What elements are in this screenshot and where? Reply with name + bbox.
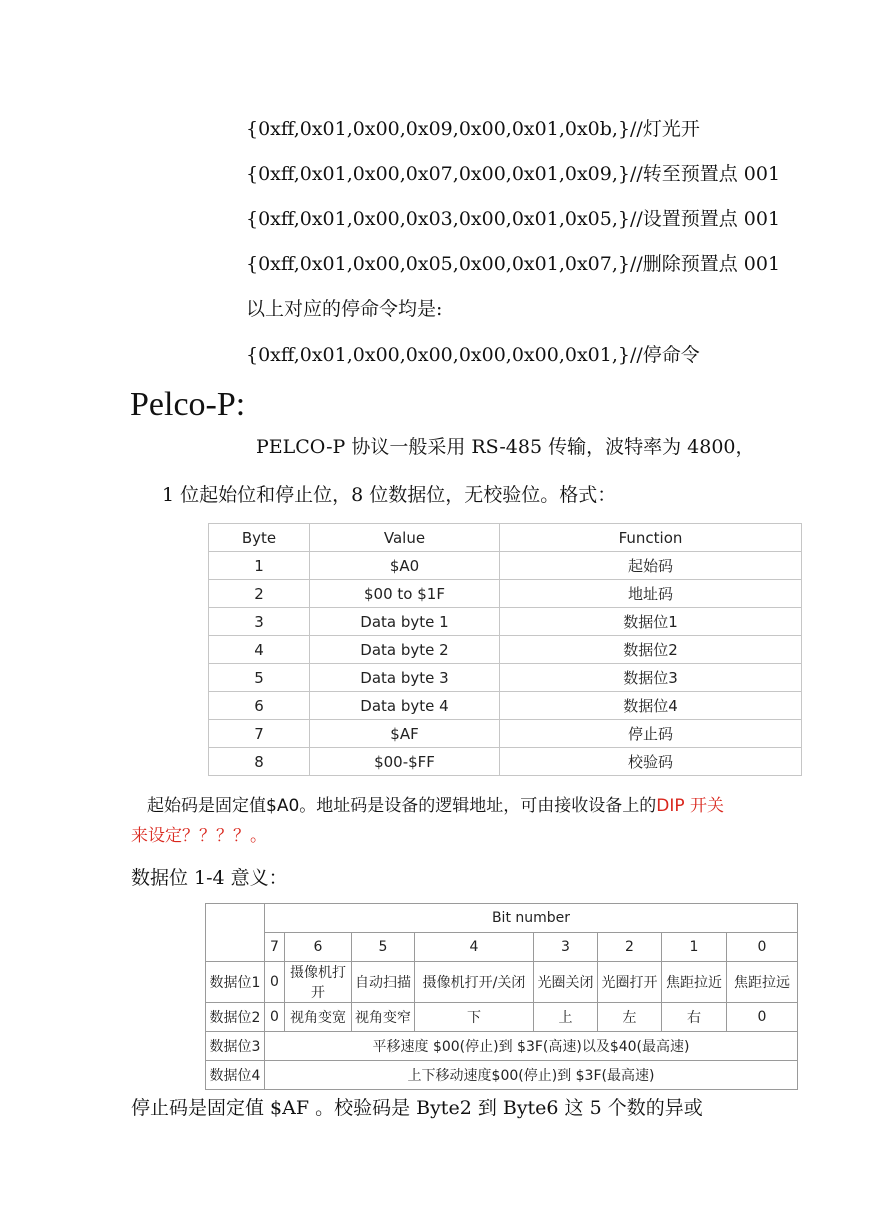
row-label: 数据位2 [206, 1003, 265, 1032]
function-cell: 起始码 [500, 552, 802, 580]
bit-cell: 摄像机打开/关闭 [415, 962, 534, 1003]
header-byte: Byte [209, 524, 310, 552]
byte-cell: 2 [209, 580, 310, 608]
intro-paragraph-line-2: 1 位起始位和停止位，8 位数据位，无校验位。格式： [162, 484, 617, 506]
dip-switch-text: DIP 开关 [656, 796, 725, 816]
stop-command-intro: 以上对应的停命令均是: [246, 298, 443, 320]
value-cell: Data byte 2 [310, 636, 500, 664]
function-cell: 校验码 [500, 748, 802, 776]
bit-header: 1 [662, 933, 727, 962]
bit-header: 3 [534, 933, 598, 962]
bit-cell: 0 [265, 1003, 285, 1032]
table-row [209, 608, 802, 636]
code-line-set-preset: {0xff,0x01,0x00,0x03,0x00,0x01,0x05,}//设置预置点 001 [246, 208, 781, 230]
function-cell: 数据位3 [500, 664, 802, 692]
bit-cell: 光圈打开 [598, 962, 662, 1003]
bit-cell: 视角变宽 [285, 1003, 352, 1032]
code-line-goto-preset: {0xff,0x01,0x00,0x07,0x00,0x01,0x09,}//转至预置点 001 [246, 163, 781, 185]
function-cell: 数据位4 [500, 692, 802, 720]
table-row [209, 636, 802, 664]
start-code-note-line-2: 来设定？？？？。 [131, 826, 267, 846]
table-row [206, 1032, 798, 1061]
table-header-row [209, 524, 802, 552]
bit-cell: 焦距拉远 [727, 962, 798, 1003]
byte-cell: 4 [209, 636, 310, 664]
start-code-note-text: 起始码是固定值$A0。地址码是设备的逻辑地址，可由接收设备上的 [147, 796, 657, 816]
value-cell: $AF [310, 720, 500, 748]
function-cell: 停止码 [500, 720, 802, 748]
value-cell: $00-$FF [310, 748, 500, 776]
header-function: Function [500, 524, 802, 552]
bit-cell: 上 [534, 1003, 598, 1032]
function-cell: 数据位1 [500, 608, 802, 636]
start-code-note-line-1 [147, 794, 724, 818]
corner-cell [206, 933, 265, 962]
header-value: Value [310, 524, 500, 552]
table-row [206, 1003, 798, 1032]
value-cell: Data byte 3 [310, 664, 500, 692]
byte-cell: 7 [209, 720, 310, 748]
bit-cell: 0 [265, 962, 285, 1003]
bit-number-title: Bit number [265, 904, 798, 933]
pan-speed-cell: 平移速度 $00(停止)到 $3F(高速)以及$40(最高速) [265, 1032, 798, 1061]
table-row [209, 664, 802, 692]
data-bits-section-label: 数据位 1-4 意义： [131, 867, 288, 889]
bit-cell: 光圈关闭 [534, 962, 598, 1003]
byte-cell: 6 [209, 692, 310, 720]
stop-code-note: 停止码是固定值 $AF 。校验码是 Byte2 到 Byte6 这 5 个数的异或 [131, 1097, 703, 1119]
bit-cell: 右 [662, 1003, 727, 1032]
value-cell: $00 to $1F [310, 580, 500, 608]
bit-header: 0 [727, 933, 798, 962]
bit-cell: 摄像机打开 [285, 962, 352, 1003]
table-title-row [206, 904, 798, 933]
value-cell: Data byte 1 [310, 608, 500, 636]
row-label: 数据位1 [206, 962, 265, 1003]
table-row [209, 552, 802, 580]
table-row [206, 962, 798, 1003]
bit-header: 6 [285, 933, 352, 962]
bit-cell: 0 [727, 1003, 798, 1032]
value-cell: $A0 [310, 552, 500, 580]
bit-cell: 左 [598, 1003, 662, 1032]
bit-number-row [206, 933, 798, 962]
data-bits-table [205, 903, 798, 1090]
tilt-speed-cell: 上下移动速度$00(停止)到 $3F(最高速) [265, 1061, 798, 1090]
byte-cell: 5 [209, 664, 310, 692]
intro-paragraph-line-1: PELCO-P 协议一般采用 RS-485 传输，波特率为 4800， [256, 436, 755, 458]
table-row [209, 720, 802, 748]
table-row [209, 748, 802, 776]
table-row [209, 580, 802, 608]
bit-cell: 自动扫描 [352, 962, 415, 1003]
value-cell: Data byte 4 [310, 692, 500, 720]
bit-cell: 视角变窄 [352, 1003, 415, 1032]
function-cell: 数据位2 [500, 636, 802, 664]
bit-header: 2 [598, 933, 662, 962]
function-cell: 地址码 [500, 580, 802, 608]
bit-header: 7 [265, 933, 285, 962]
row-label: 数据位3 [206, 1032, 265, 1061]
corner-cell [206, 904, 265, 933]
code-line-delete-preset: {0xff,0x01,0x00,0x05,0x00,0x01,0x07,}//删除预置点 001 [246, 253, 781, 275]
table-row [206, 1061, 798, 1090]
section-heading-pelco-p: Pelco-P: [130, 386, 246, 423]
byte-cell: 1 [209, 552, 310, 580]
byte-cell: 3 [209, 608, 310, 636]
bit-header: 4 [415, 933, 534, 962]
byte-cell: 8 [209, 748, 310, 776]
bit-cell: 下 [415, 1003, 534, 1032]
bit-header: 5 [352, 933, 415, 962]
code-line-stop: {0xff,0x01,0x00,0x00,0x00,0x00,0x01,}//停命令 [246, 344, 700, 366]
bit-cell: 焦距拉近 [662, 962, 727, 1003]
byte-format-table [208, 523, 802, 776]
table-row [209, 692, 802, 720]
row-label: 数据位4 [206, 1061, 265, 1090]
code-line-light-on: {0xff,0x01,0x00,0x09,0x00,0x01,0x0b,}//灯光开 [246, 118, 700, 140]
